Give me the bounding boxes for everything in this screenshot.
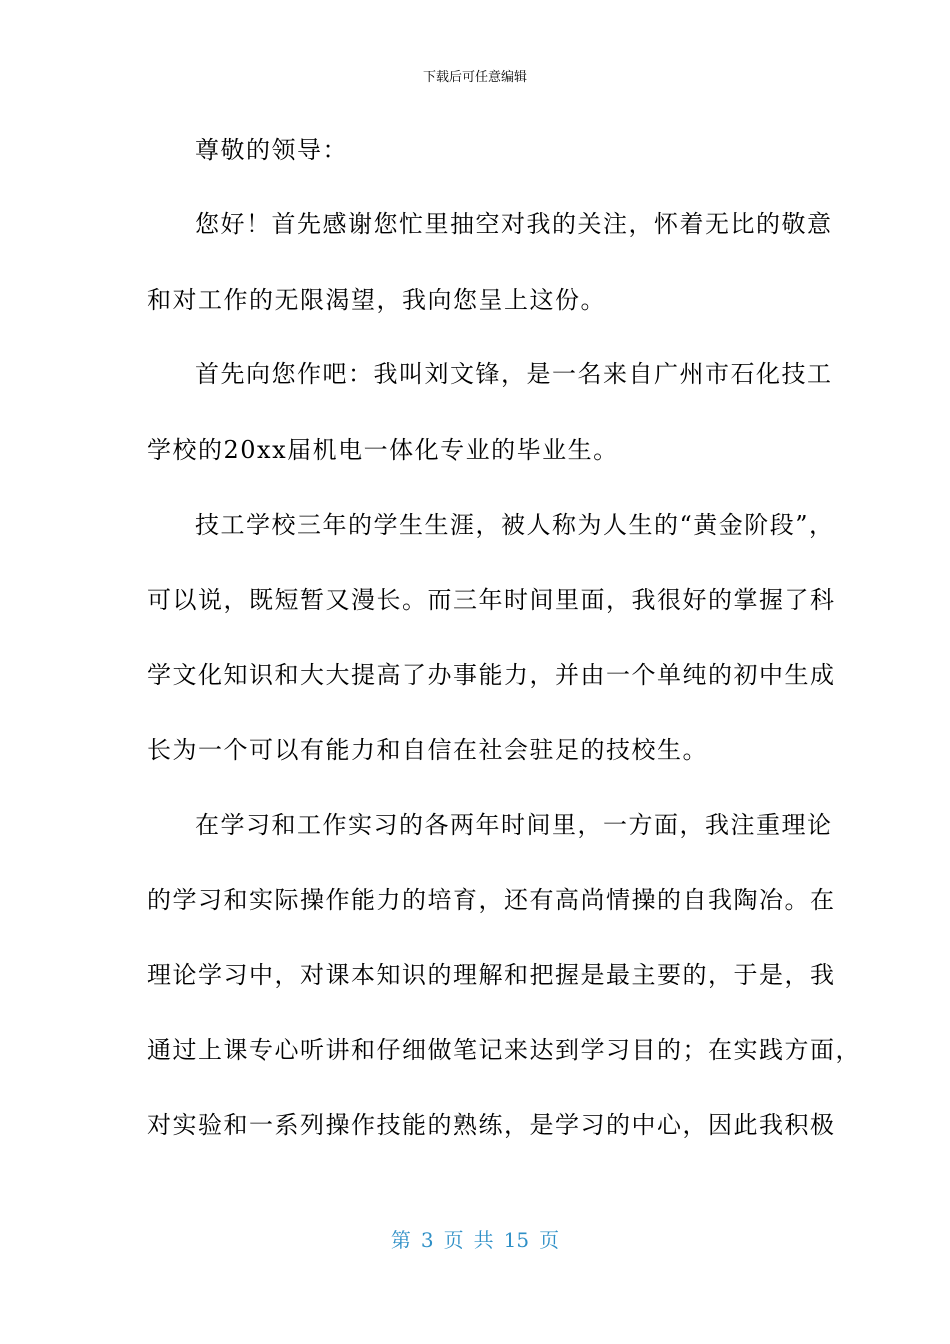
footer-total-pages: 15 [503,1228,530,1252]
paragraph-line: 长为一个可以有能力和自信在社会驻足的技校生。 [147,736,708,764]
footer-prefix: 第 [390,1228,411,1252]
paragraph-line: 和对工作的无限渴望，我向您呈上这份。 [147,286,606,314]
footer-page-number: 3 [420,1228,434,1252]
paragraph-line: 学校的20xx届机电一体化专业的毕业生。 [147,436,619,464]
paragraph-line: 学文化知识和大大提高了办事能力，并由一个单纯的初中生成 [147,661,836,689]
paragraph-line: 理论学习中，对课本知识的理解和把握是最主要的，于是，我 [147,961,836,989]
paragraph-line: 首先向您作吧：我叫刘文锋，是一名来自广州市石化技工 [195,360,833,388]
paragraph-line: 的学习和实际操作能力的培育，还有高尚情操的自我陶冶。在 [147,886,836,914]
paragraph-line: 在学习和工作实习的各两年时间里，一方面，我注重理论 [195,811,833,839]
page-footer [0,1224,950,1253]
footer-page-word: 页 [443,1228,464,1252]
paragraph-line: 可以说，既短暂又漫长。而三年时间里面，我很好的掌握了科 [147,586,836,614]
footer-suffix: 页 [539,1228,560,1252]
paragraph-line: 您好！首先感谢您忙里抽空对我的关注，怀着无比的敬意 [195,210,833,238]
paragraph-line: 通过上课专心听讲和仔细做笔记来达到学习目的；在实践方面， [147,1036,861,1064]
paragraph-line: 技工学校三年的学生生涯，被人称为人生的“黄金阶段”， [195,511,835,539]
footer-total-prefix: 共 [473,1228,494,1252]
salutation: 尊敬的领导： [195,136,348,164]
paragraph-line: 对实验和一系列操作技能的熟练，是学习的中心，因此我积极 [147,1111,836,1139]
page-header-note: 下载后可任意编辑 [422,70,527,85]
